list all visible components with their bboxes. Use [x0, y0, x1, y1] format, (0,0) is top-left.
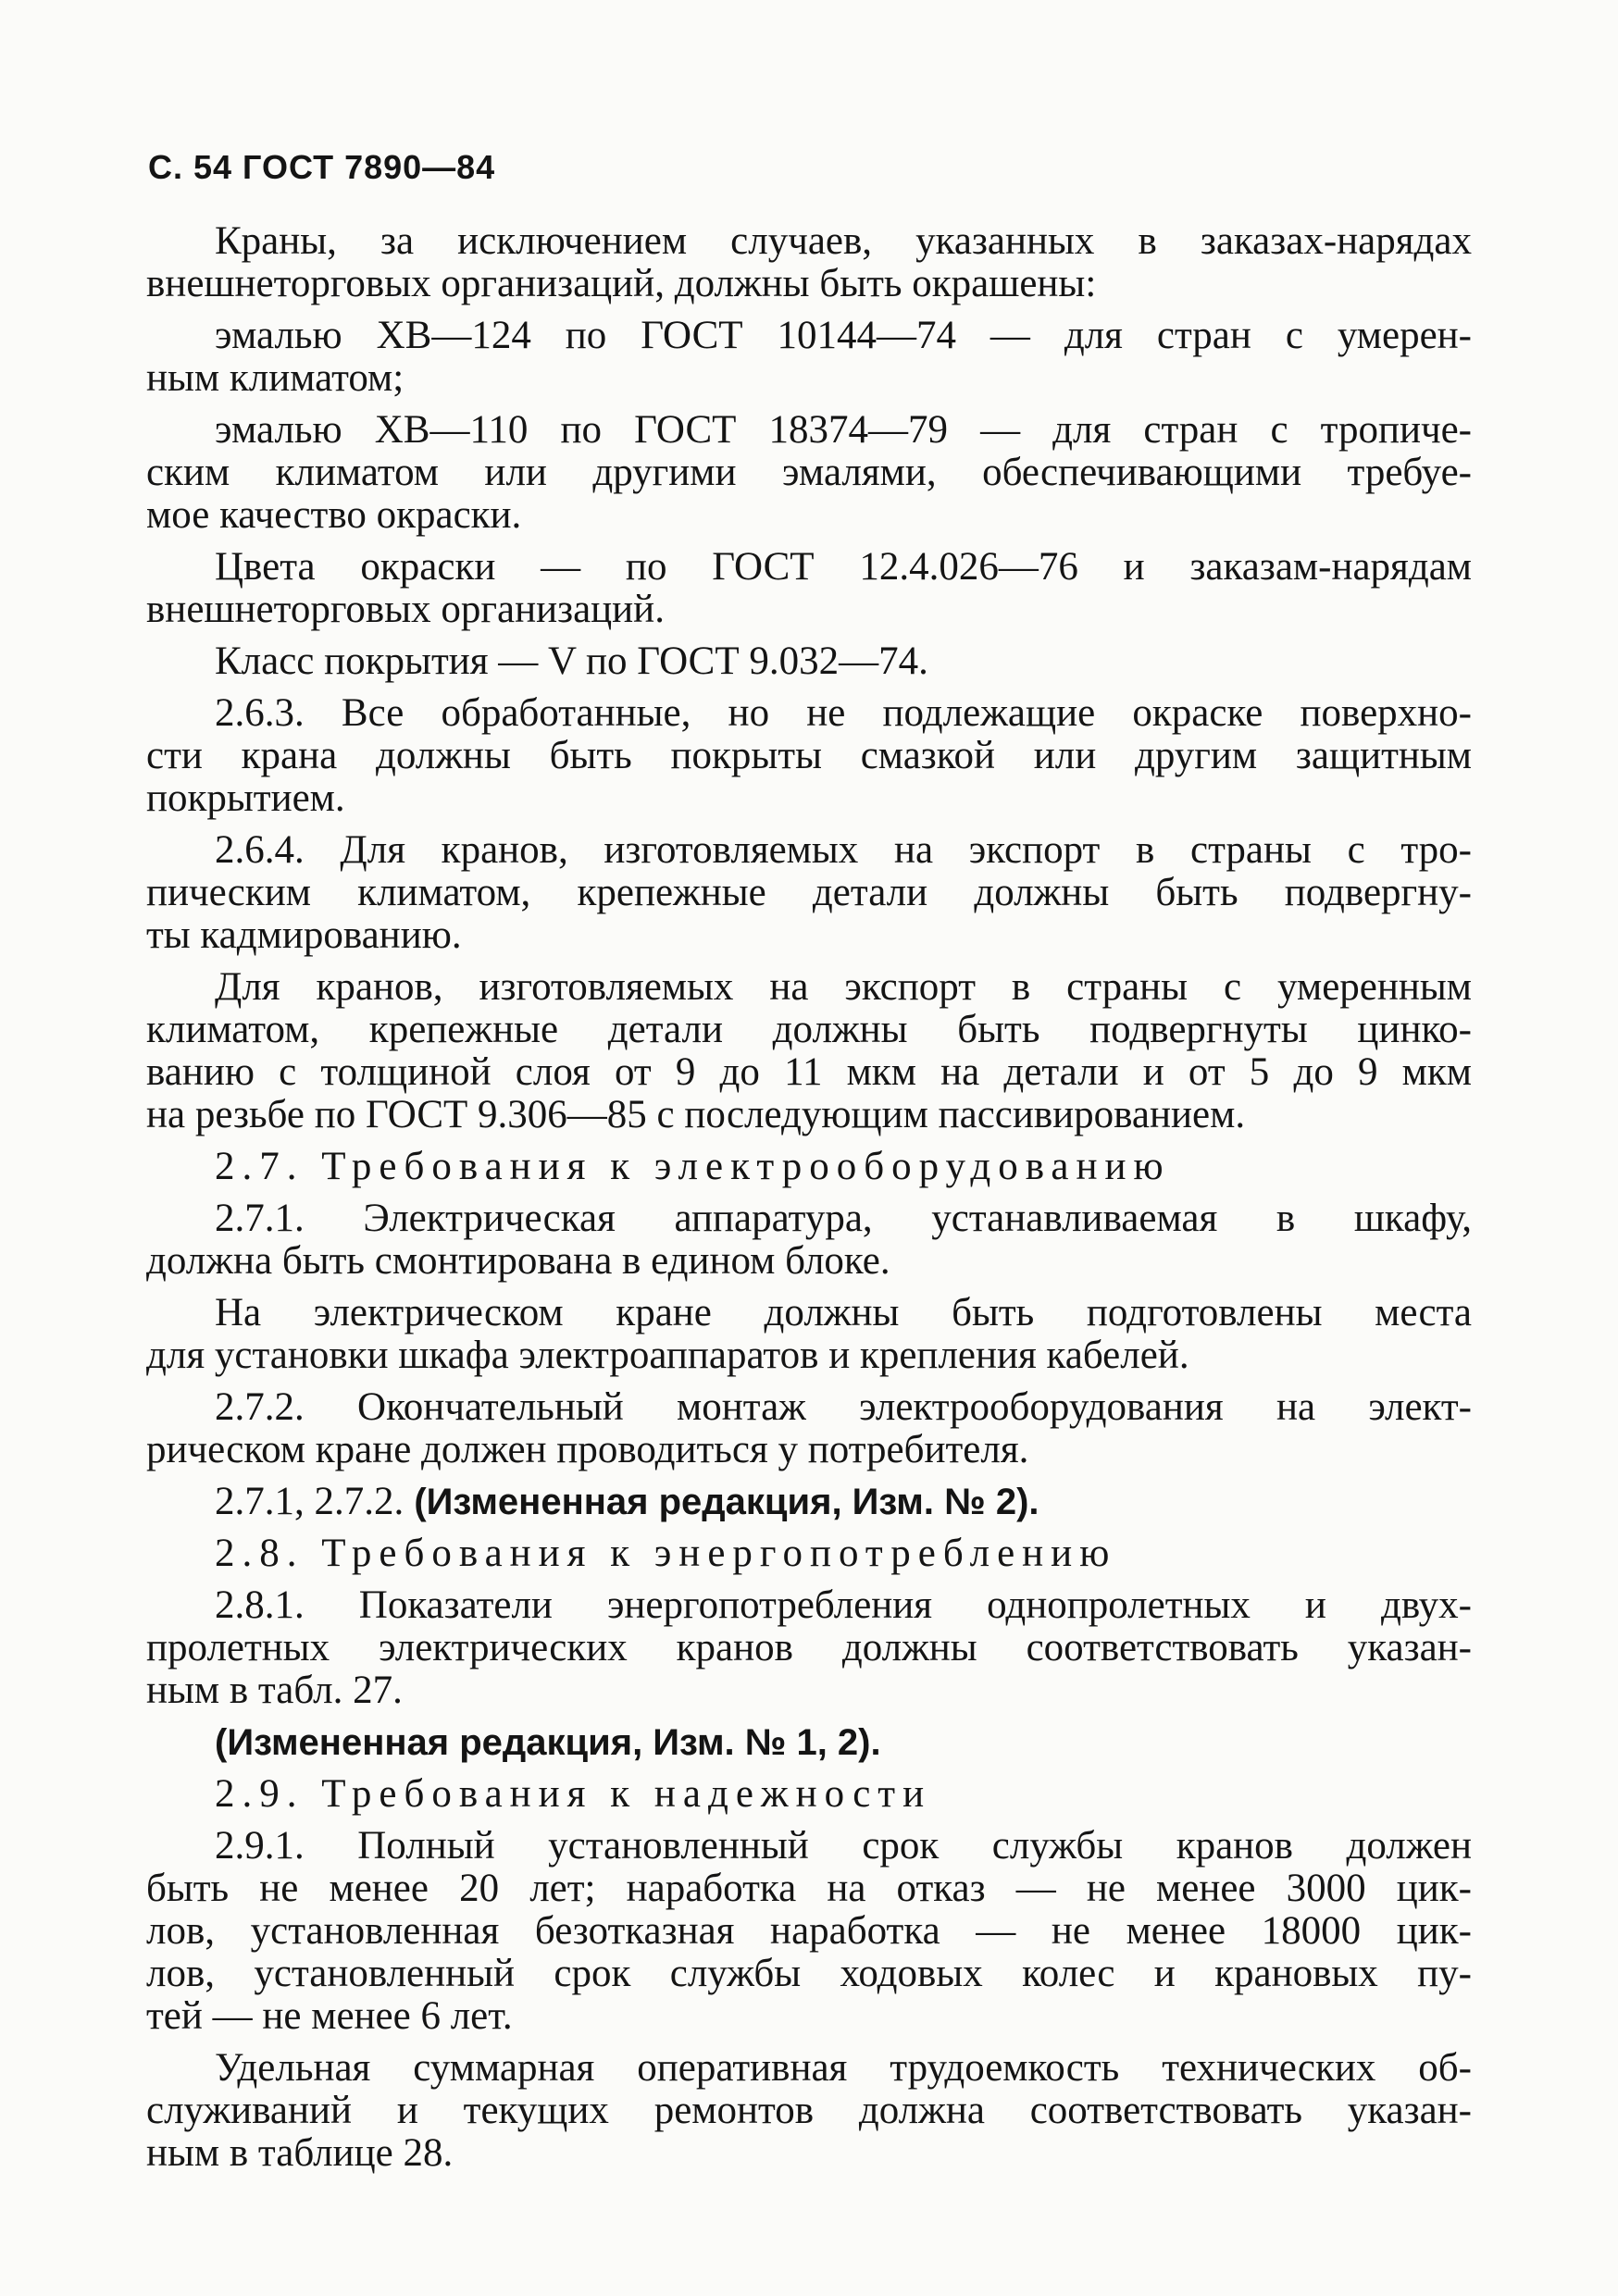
text-line: Краны, за исключением случаев, указанных в заказах-нарядах	[215, 220, 1472, 263]
text-line: 2.9. Требования к надежности	[215, 1773, 932, 1816]
text-line: тей — не менее 6 лет.	[146, 1995, 513, 2038]
text-line: ным в таблице 28.	[146, 2132, 454, 2175]
paragraph	[146, 1825, 1472, 2038]
section-heading	[146, 1533, 1472, 1575]
document-body	[146, 220, 1472, 2184]
section-heading	[146, 1146, 1472, 1188]
paragraph	[146, 829, 1472, 957]
text-line: лов, установленная безотказная наработка — не менее 18000 цик-	[146, 1910, 1472, 1953]
text-line: Класс покрытия — V по ГОСТ 9.032—74.	[215, 640, 928, 683]
text-line: пическим климатом, крепежные детали должны быть подвергну-	[146, 872, 1472, 914]
text-line: 2.9.1. Полный установленный срок службы кранов должен	[215, 1825, 1472, 1868]
text-line: лов, установленный срок службы ходовых колес и крановых пу-	[146, 1953, 1472, 1995]
text-line: должна быть смонтирована в едином блоке.	[146, 1240, 890, 1283]
paragraph	[146, 220, 1472, 305]
text-line: для установки шкафа электроаппаратов и крепления кабелей.	[146, 1334, 1189, 1377]
text-line: 2.7. Требования к электрооборудованию	[215, 1146, 1171, 1188]
text-line: мое качество окраски.	[146, 494, 522, 537]
page-header: С. 54 ГОСТ 7890—84	[148, 148, 496, 186]
text-line: 2.6.3. Все обработанные, но не подлежащие окраске поверхно-	[215, 692, 1472, 735]
text-line: 2.8. Требования к энергопотреблению	[215, 1533, 1117, 1575]
text-line: на резьбе по ГОСТ 9.306—85 с последующим пассивированием.	[146, 1094, 1246, 1136]
text-line: быть не менее 20 лет; наработка на отказ — не менее 3000 цик-	[146, 1868, 1472, 1910]
text-line: внешнеторговых организаций.	[146, 589, 665, 631]
paragraph	[146, 315, 1472, 400]
text-line: Цвета окраски — по ГОСТ 12.4.026—76 и заказам-нарядам	[215, 546, 1472, 589]
paragraph	[146, 1481, 1472, 1523]
text-line: 2.7.2. Окончательный монтаж электрооборудования на элект-	[215, 1386, 1472, 1429]
paragraph	[146, 546, 1472, 631]
text-line: Удельная суммарная оперативная трудоемкость технических об-	[215, 2047, 1472, 2090]
paragraph	[146, 1721, 1472, 1764]
paragraph	[146, 409, 1472, 537]
text-line: внешнеторговых организаций, должны быть окрашены:	[146, 263, 1097, 305]
text-line: На электрическом кране должны быть подготовлены места	[215, 1292, 1472, 1334]
text-line: Для кранов, изготовляемых на экспорт в страны с умеренным	[215, 966, 1472, 1009]
paragraph	[146, 1198, 1472, 1283]
paragraph	[146, 1386, 1472, 1471]
text-line: пролетных электрических кранов должны соответствовать указан-	[146, 1627, 1472, 1669]
text-line: (Измененная редакция, Изм. № 1, 2).	[215, 1722, 881, 1763]
text-line: климатом, крепежные детали должны быть подвергнуты цинко-	[146, 1009, 1472, 1051]
text-line: сти крана должны быть покрыты смазкой или другим защитным	[146, 735, 1472, 777]
text-line: эмалью ХВ—124 по ГОСТ 10144—74 — для стран с умерен-	[215, 315, 1472, 357]
paragraph	[146, 692, 1472, 820]
text-line: ским климатом или другими эмалями, обеспечивающими требуе-	[146, 452, 1472, 494]
revision-note: (Измененная редакция, Изм. № 2).	[404, 1482, 1039, 1522]
section-ref: 2.7.1, 2.7.2.	[215, 1481, 404, 1523]
text-line: 2.8.1. Показатели энергопотребления однопролетных и двух-	[215, 1584, 1472, 1627]
text-line	[146, 1481, 1472, 1523]
text-line: ванию с толщиной слоя от 9 до 11 мкм на детали и от 5 до 9 мкм	[146, 1051, 1472, 1094]
paragraph	[146, 1292, 1472, 1377]
text-line: ным климатом;	[146, 357, 404, 400]
text-line: рическом кране должен проводиться у потребителя.	[146, 1429, 1029, 1471]
text-line: покрытием.	[146, 777, 345, 820]
section-heading	[146, 1773, 1472, 1816]
text-line: ты кадмированию.	[146, 914, 462, 957]
paragraph	[146, 640, 1472, 683]
text-line: эмалью ХВ—110 по ГОСТ 18374—79 — для стран с тропиче-	[215, 409, 1472, 452]
paragraph	[146, 966, 1472, 1136]
text-line: 2.7.1. Электрическая аппаратура, устанавливаемая в шкафу,	[215, 1198, 1472, 1240]
text-line: 2.6.4. Для кранов, изготовляемых на экспорт в страны с тро-	[215, 829, 1472, 872]
paragraph	[146, 1584, 1472, 1712]
paragraph	[146, 2047, 1472, 2175]
text-line: ным в табл. 27.	[146, 1669, 403, 1712]
text-line: служиваний и текущих ремонтов должна соответствовать указан-	[146, 2090, 1472, 2132]
